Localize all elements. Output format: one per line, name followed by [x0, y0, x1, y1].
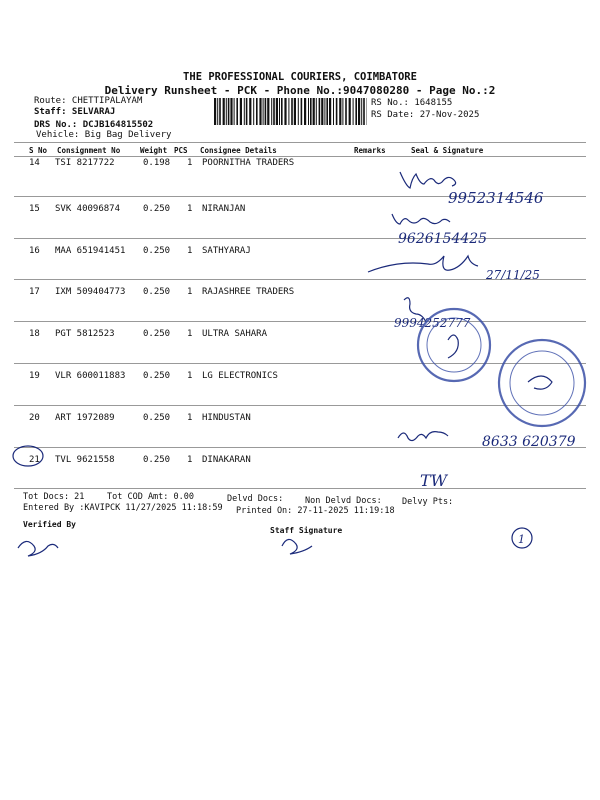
- rs-number: RS No.: 1648155: [371, 98, 453, 108]
- row-separator: [14, 363, 586, 364]
- cell-consignee: ULTRA SAHARA: [202, 329, 268, 340]
- staff-signature-label: Staff Signature: [270, 526, 343, 535]
- col-consignment: Consignment No: [57, 146, 121, 155]
- signature-rajashree: [404, 298, 426, 322]
- row-separator: [14, 488, 586, 489]
- col-weight: Weight: [140, 146, 168, 155]
- cell-weight: 0.250: [143, 287, 171, 298]
- cell-consignee: RAJASHREE TRADERS: [202, 287, 295, 298]
- cell-weight: 0.250: [143, 371, 171, 381]
- signature-poornitha: [400, 172, 456, 188]
- staff-signature-mark: [282, 539, 312, 554]
- cell-weight: 0.250: [143, 245, 171, 256]
- signature-sathyaraj: [368, 256, 478, 272]
- row-separator: [14, 238, 586, 239]
- cell-sno: 16: [29, 245, 40, 256]
- handwritten-date: 27/11/25: [486, 268, 540, 282]
- cell-weight: 0.250: [143, 412, 171, 423]
- header-top-rule: [14, 142, 586, 143]
- cell-sno: 18: [29, 329, 40, 340]
- cell-weight: 0.250: [143, 329, 171, 340]
- col-seal-signature: Seal & Signature: [411, 146, 484, 155]
- cell-pcs: 1: [187, 371, 193, 381]
- cell-consignee: NIRANJAN: [202, 203, 246, 214]
- handwritten-phone-3: 9994252777: [394, 316, 471, 330]
- delivered-docs: Delvd Docs:: [227, 494, 284, 504]
- cell-pcs: 1: [187, 412, 193, 423]
- cell-consignee: DINAKARAN: [202, 454, 251, 465]
- cell-pcs: 1: [187, 287, 193, 298]
- cell-pcs: 1: [187, 245, 193, 256]
- cell-sno: 14: [29, 158, 40, 168]
- cell-pcs: 1: [187, 454, 193, 465]
- cell-consignment-no: VLR 600011883: [55, 371, 126, 381]
- cell-pcs: 1: [187, 329, 193, 340]
- col-pcs: PCS: [174, 146, 188, 155]
- row-separator: [14, 279, 586, 280]
- cell-weight: 0.250: [143, 454, 171, 465]
- tot-cod-amount: Tot COD Amt: 0.00: [107, 492, 194, 502]
- cell-consignment-no: TVL 9621558: [55, 454, 115, 465]
- cell-sno: 19: [29, 371, 40, 381]
- row-separator: [14, 321, 586, 322]
- verified-by-label: Verified By: [23, 520, 76, 529]
- signature-hindustan: [398, 432, 448, 441]
- header-bottom-rule: [14, 156, 586, 157]
- col-sno: S No: [29, 146, 48, 155]
- cell-pcs: 1: [187, 158, 193, 168]
- entered-by: Entered By :KAVIPCK 11/27/2025 11:18:59: [23, 503, 223, 513]
- printed-on: Printed On: 27-11-2025 11:19:18: [236, 506, 395, 516]
- company-title: THE PROFESSIONAL COURIERS, COIMBATORE: [183, 71, 417, 83]
- page-circle-mark: [512, 528, 532, 548]
- cell-consignee: HINDUSTAN: [202, 412, 251, 423]
- signature-niranjan: [392, 214, 450, 224]
- tot-docs: Tot Docs: 21: [23, 492, 85, 502]
- cell-consignment-no: ART 1972089: [55, 412, 115, 423]
- lg-electronics-stamp: [499, 340, 585, 426]
- delivery-points: Delvy Pts:: [402, 497, 454, 507]
- cell-sno: 21: [29, 454, 40, 465]
- cell-consignment-no: SVK 40096874: [55, 203, 121, 214]
- cell-sno: 20: [29, 412, 40, 423]
- col-remarks: Remarks: [354, 146, 386, 155]
- cell-consignee: POORNITHA TRADERS: [202, 158, 295, 168]
- cell-consignment-no: MAA 651941451: [55, 245, 126, 256]
- row-separator: [14, 447, 586, 448]
- col-consignee: Consignee Details: [200, 146, 277, 155]
- row-separator: [14, 405, 586, 406]
- cell-pcs: 1: [187, 203, 193, 214]
- verified-by-signature: [18, 541, 58, 556]
- cell-weight: 0.250: [143, 203, 171, 214]
- drs-number: DRS No.: DCJB164815502: [34, 120, 154, 130]
- runsheet-subtitle: Delivery Runsheet - PCK - Phone No.:9047080280 - Page No.:2: [104, 84, 496, 97]
- non-delivered-docs: Non Delvd Docs:: [305, 496, 382, 506]
- handwritten-phone-2: 9626154425: [398, 231, 488, 247]
- handwritten-phone-1: 9952314546: [448, 189, 544, 207]
- row-separator: [14, 196, 586, 197]
- cell-sno: 17: [29, 287, 40, 298]
- cell-sno: 15: [29, 203, 40, 214]
- cell-weight: 0.198: [143, 158, 171, 168]
- cell-consignment-no: PGT 5812523: [55, 329, 115, 340]
- rs-date: RS Date: 27-Nov-2025: [371, 110, 480, 120]
- cell-consignee: LG ELECTRONICS: [202, 371, 278, 381]
- page-circle-number: 1: [518, 533, 525, 546]
- cell-consignment-no: IXM 509404773: [55, 287, 126, 298]
- barcode: [214, 98, 367, 125]
- staff-label: Staff: SELVARAJ: [34, 107, 116, 117]
- route-label: Route: CHETTIPALAYAM: [34, 96, 143, 106]
- cell-consignee: SATHYARAJ: [202, 245, 251, 256]
- vehicle-label: Vehicle: Big Bag Delivery: [36, 130, 172, 140]
- courier-stamp-1: [418, 309, 490, 381]
- handwritten-phone-4: 8633 620379: [482, 434, 576, 450]
- cell-consignment-no: TSI 8217722: [55, 158, 115, 168]
- handwritten-initials: TW: [420, 471, 448, 490]
